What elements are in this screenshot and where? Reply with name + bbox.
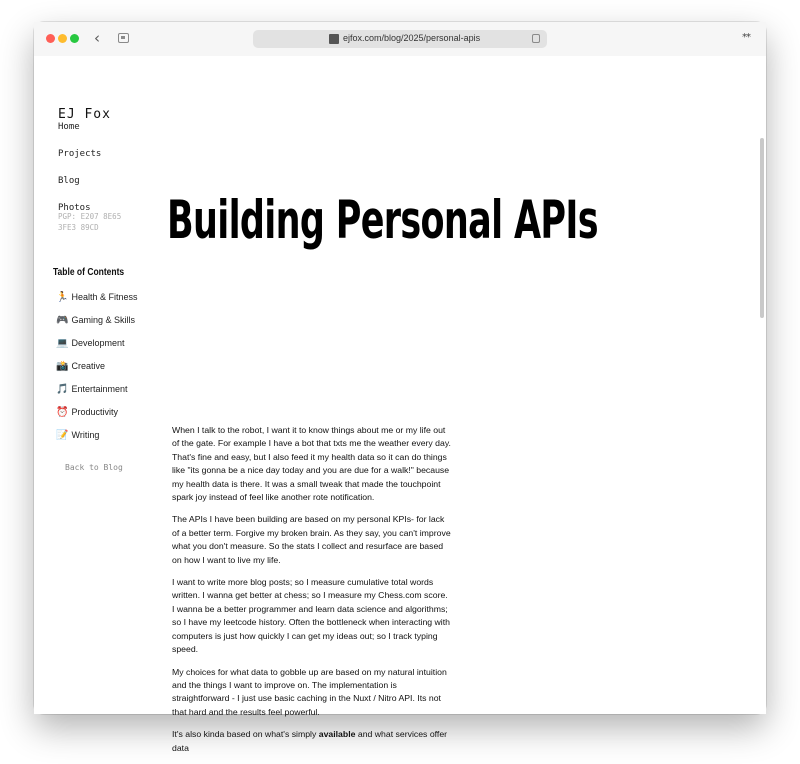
address-bar[interactable] — [253, 30, 547, 48]
nav-photos[interactable]: Photos — [58, 203, 91, 213]
post-paragraph: The APIs I have been building are based on my personal KPIs- for lack of a better term. Forgive my broken brain. As they say, you can't improve what you don't measure. So the stats I collect and resurface are based on how I want to live my life. — [172, 514, 451, 565]
music-note-icon: 🎵 — [56, 384, 69, 395]
post-paragraph — [172, 728, 452, 755]
toc-heading: Table of Contents — [53, 267, 125, 278]
nav-projects[interactable]: Projects — [58, 149, 102, 159]
post-emphasis: available — [318, 729, 356, 740]
toc-item-health-fitness[interactable] — [56, 292, 138, 303]
laptop-icon: 💻 — [56, 338, 69, 349]
post-body — [172, 424, 452, 764]
post-title: Building Personal APIs — [167, 190, 598, 251]
post-text: and what services offer data — [172, 729, 448, 753]
memo-icon: 📝 — [56, 430, 69, 441]
toc-item-label: Productivity — [71, 407, 119, 417]
alarm-clock-icon: ⏰ — [56, 407, 69, 418]
browser-toolbar — [34, 22, 766, 56]
toc-item-label: Development — [71, 338, 125, 348]
gamepad-icon: 🎮 — [56, 315, 69, 326]
tab-overview-icon[interactable] — [118, 33, 129, 43]
toc-item-label: Entertainment — [71, 384, 128, 394]
toc-item-creative[interactable] — [56, 361, 105, 372]
scrollbar[interactable] — [760, 138, 764, 318]
toc-item-label: Gaming & Skills — [71, 315, 136, 325]
toc-item-label: Health & Fitness — [71, 292, 138, 302]
url-text: ejfox.com/blog/2025/personal-apis — [343, 33, 481, 43]
extensions-icon[interactable]: ** — [742, 32, 750, 43]
chevron-left-icon: ‹ — [94, 29, 100, 47]
toc-item-development[interactable] — [56, 338, 125, 349]
post-text: It's also kinda based on what's simply — [172, 729, 319, 740]
toc-item-gaming-skills[interactable] — [56, 315, 135, 326]
pgp-fingerprint: PGP: E207 8E65 3FE3 89CD — [58, 212, 122, 232]
back-to-blog-link[interactable]: Back to Blog — [65, 463, 123, 472]
post-paragraph: My choices for what data to gobble up are based on my natural intuition and the things I want to improve on. The implementation is straightforward - I just use basic caching in the Nuxt / Nitro API. Its not that hard and the results feel powerful. — [172, 666, 447, 717]
site-favicon-icon — [329, 34, 339, 44]
post-paragraph: I want to write more blog posts; so I measure cumulative total words written. I wanna get better at chess; so I measure my Chess.com score. I wanna be a better programmer and learn data science and algorithms; so I have my leetcode history. Often the bottleneck when interacting with computers is just how quickly I can get my ideas out; so I track typing speed. — [172, 577, 450, 655]
nav-home[interactable]: Home — [58, 122, 80, 132]
browser-window — [34, 22, 766, 753]
page-content — [34, 56, 766, 753]
camera-icon: 📸 — [56, 361, 69, 372]
nav-blog[interactable]: Blog — [58, 176, 80, 186]
toc-item-entertainment[interactable] — [56, 384, 128, 395]
reader-mode-icon[interactable] — [532, 34, 540, 43]
close-window-button[interactable] — [46, 34, 55, 43]
toc-item-label: Creative — [71, 361, 106, 371]
runner-icon: 🏃 — [56, 292, 69, 303]
toc-item-label: Writing — [71, 430, 100, 440]
back-button[interactable] — [94, 29, 100, 47]
fullscreen-window-button[interactable] — [70, 34, 79, 43]
site-title[interactable]: EJ Fox — [58, 107, 111, 122]
toc-item-writing[interactable] — [56, 430, 99, 441]
toc-item-productivity[interactable] — [56, 407, 118, 418]
post-paragraph: When I talk to the robot, I want it to know things about me or my life out of the gate. For example I have a bot that txts me the weather every day. That's fine and easy, but I also feed it my health data so it can do things like "its gonna be a nice day today and you are due for a walk!" because my health data is there. It was a small tweak that made the touchpoint spark joy instead of feel like another rote notification. — [172, 425, 451, 503]
minimize-window-button[interactable] — [58, 34, 67, 43]
